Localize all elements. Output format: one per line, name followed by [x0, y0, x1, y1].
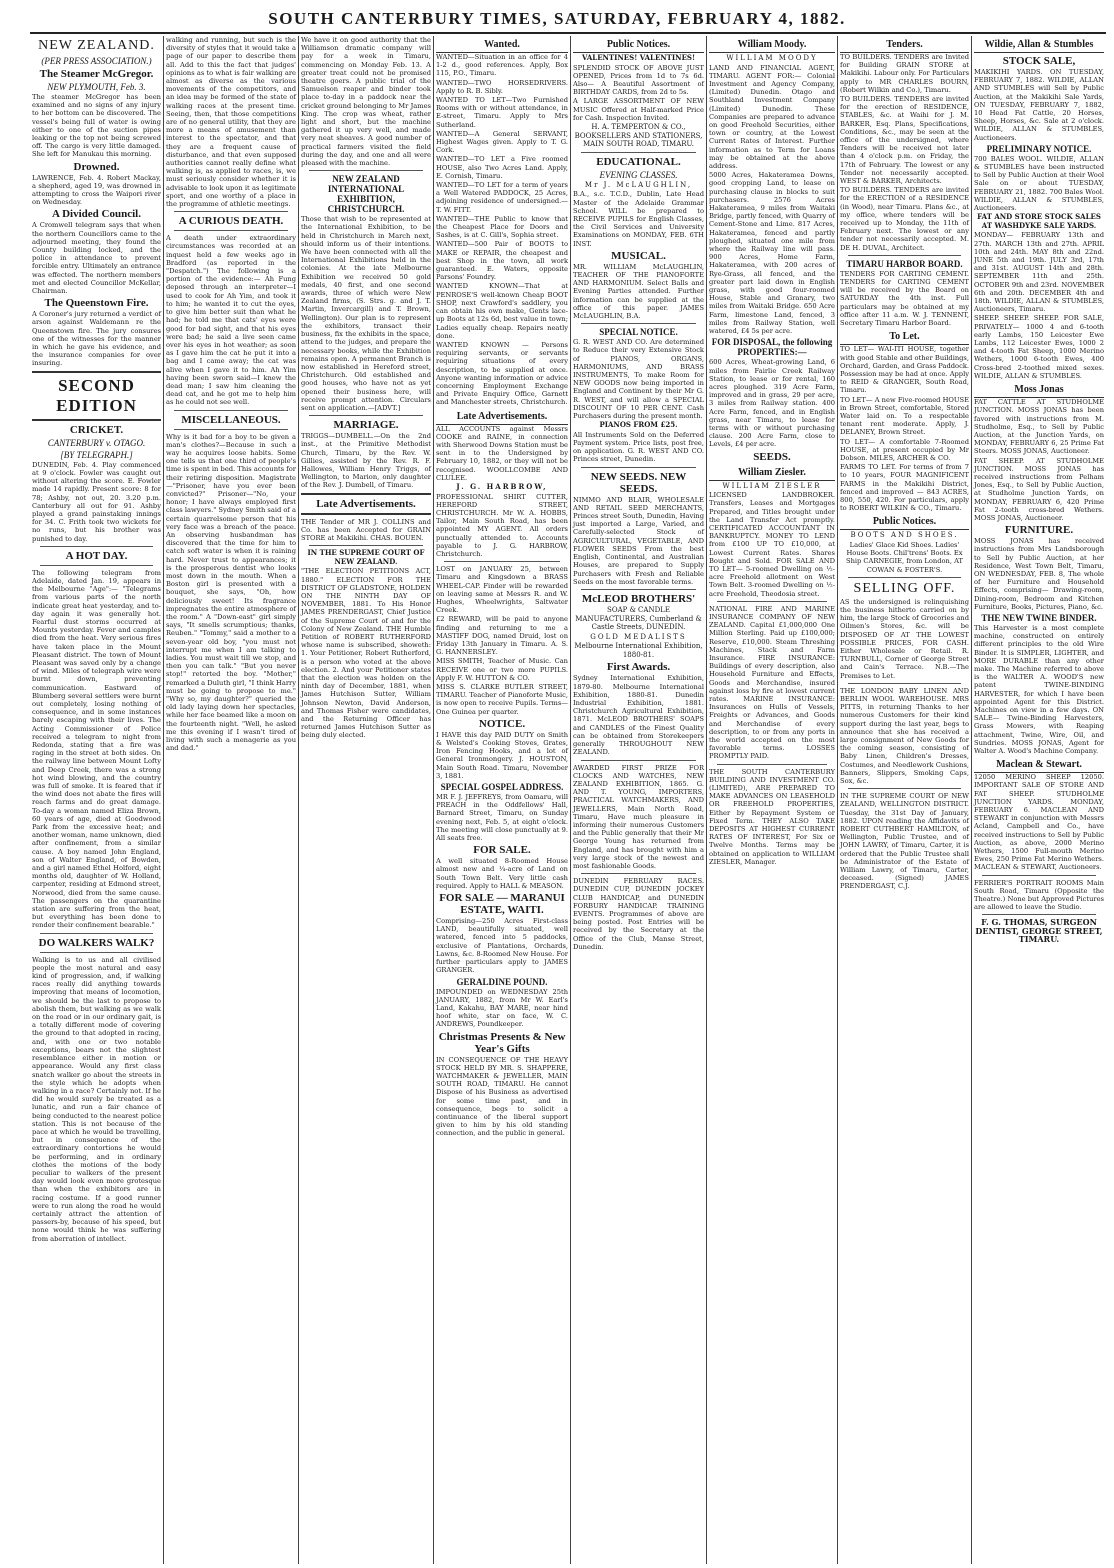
divider	[848, 683, 961, 684]
ad-harbrow: PROFESSIONAL SHIRT CUTTER, HEREFORD STREET, CHRISTCHURCH. Mr W. A. HOBBS, Tailor, Main South Road, has been appointed MY AGENT. All orders punctually attended to. Accounts payable to J. G. HARBROW, Christchurch.	[436, 492, 568, 558]
heading-second-edition: SECOND EDITION	[56, 375, 137, 415]
heading-special-notice: SPECIAL NOTICE.	[599, 327, 678, 338]
ad-wanted-7: WANTED—THE Public to know that the Cheapest Place for Doors and Sashes, is at C. Gill's, Sophia street.	[436, 214, 568, 240]
ad-moody-properties: 600 Acres, Wheat-growing Land, 6 miles from Fairlie Creek Railway Station, to lease or for rental, 160 acres ploughed. 319 Acre Farm, improved and in grass, 29 per acre, 3 miles from Railway station. 400 Acre Farm, fenced, and in English grass, near Timaru, to lease for terms with or without purchasing clause. 200 Acre Farm, close to Levels, £4 per acre.	[709, 358, 835, 449]
article-cricket: DUNEDIN, Feb. 4. Play commenced at 9 o'clock. Fowler was caught out without altering the score. E. Fowler made 14 rapidly. Present score: 8 for 78; Ashby, not out, 20. 3.20 p.m. Canterbury all out for 91. Ashby played a grand painstaking innings for 34. C. Frith took two wickets for no runs, but his brother was punished to day.	[32, 460, 161, 543]
ad-cowan-foster: Ladies' Glace Kid Shoes. Ladies' House Boots. Chil'trens' Boots. Ex Ship CARNEGIE, from London, AT COWAN & FOSTER'S.	[846, 540, 963, 574]
ad-house-for-sale: A well situated 8-Roomed House almost new and ¼-acre of Land on South Town Belt. Very little cash required. Apply to HALL & MEASON.	[436, 857, 568, 890]
heading-curious-death: A CURIOUS DEATH.	[178, 215, 284, 228]
subheading-evening-classes: EVENING CLASSES.	[599, 169, 678, 180]
ad-maranui-estate: Comprising—250 Acres First-class LAND, beautifully situated, well watered, fenced into 5 paddocks, exclusive of Plantations, Orchards, Lawns, &c. 8-Roomed New House. For further particulars apply to JAMES GRANGER.	[436, 917, 568, 975]
ad-turnbull-selling-off: AS the undersigned is relinquishing the business hitherto carried on by him, the large Stock of Grocories and Oilmen's Stores, &c. will be DISPOSED OF AT THE LOWEST POSSIBLE PRICES, FOR CASH. Either Wholesale or Retail. R. TURNBULL, Corner of George Street and Cain's Terrace. N.B.—The Premises to Let.	[840, 597, 969, 680]
ad-moody-agent: LAND AND FINANCIAL AGENT, TIMARU. AGENT FOR:— Colonial Investment and Agency Company, (Limited) Dunedin. Otago and Southland Investment Company (Limited) Dunedin. These Companies are prepared to advance on good Freehold Securities, either town or country, at the Lowest Current Rates of Interest. Further information as to Term for Loans may be obtained at the above address.	[709, 63, 835, 171]
heading-mcleod-brothers: McLEOD BROTHERS'	[581, 592, 696, 605]
divider	[848, 788, 961, 789]
divider	[40, 565, 153, 566]
article-drowned: LAWRENCE, Feb. 4. Robert Mackay, a shepherd, aged 19, was drowned in attempting to cross the Waipori river on Wednesday.	[32, 173, 161, 207]
ad-wool-sale: 700 BALES WOOL. WILDIE, ALLAN & STUMBLES have been instructed to Sell by Public Auction at their Wool Sale on or about TUESDAY, FEBRUARY 21, 1882. 700 Bales Wool. WILDIE, ALLAN & STUMBLES, Auctioneers.	[974, 154, 1104, 213]
heading-for-sale: FOR SALE.	[473, 844, 531, 857]
divider	[982, 875, 1096, 876]
ad-sale-dates: MONDAY— FEBRUARY 13th and 27th. MARCH 13th and 27th. APRIL 10th and 24th. MAY 8th and 22nd. JUNE 5th and 19th. JULY 3rd, 17th and 31st. AUGUST 14th and 28th. SEPTEMBER 11th and 25th. OCTOBER 9th and 23rd. NOVEMBER 6th and 20th. DECEMBER 4th and 18th. WILDIE, ALLAN & STUMBLES, Auctioneers, Timaru.	[974, 231, 1104, 314]
column-8	[971, 36, 1106, 1564]
ad-duty-notice: I HAVE this day PAID DUTY on Smith & Welsted's Cooking Stoves, Grates, Iron Fencing Hooks, and a lot of General Ironmongery. J. HOUSTON, Main South Road. Timaru, November 3, 1881.	[436, 730, 568, 780]
article-mcgregor: The steamer McGregor has been examined and no signs of any injury to her bottom can be discovered. The vessel's being full of water is owing either to one of the suction pipes leaking or the top not being screwed off. The cargo is very little damaged. She left for Manukau this morning.	[32, 93, 161, 159]
divider	[848, 255, 961, 256]
divider	[581, 323, 696, 324]
section-header-wildie-allan-stumbles: Wildie, Allan & Stumbles	[974, 36, 1104, 53]
ad-fat-sheep: FAT SHEEP. AT STUDHOLME JUNCTION. MOSS JONAS has received instructions from Pelham Jones, Esq., to Sell by Public Auction, at Studholme Junction Yards, on MONDAY, FEBRUARY 6, 420 Prime Fat 2-tooth cross-bred Wethers. MOSS JONAS, Auctioneer.	[974, 456, 1104, 522]
ad-washdyke-yards: FAT AND STORE STOCK SALES AT WASHDYKE SALE YARDS.	[977, 212, 1101, 230]
ad-pianos-price: PIANOS FROM £25.	[599, 420, 678, 430]
divider	[581, 589, 696, 590]
ad-gold-medalists-detail: Melbourne International Exhibition, 1880-81.	[574, 642, 703, 659]
heading-stock-sale: STOCK SALE,	[1002, 55, 1076, 67]
ad-wanted-9: WANTED KNOWN—That at PENROSE'S well-known Cheap BOOT SHOP, next Crawford's saddlery, you can obtain his own make, Gents lace-up Boots at 12s 6d, best value in town; Ladies equally cheap. Repairs neatly done.	[436, 282, 568, 340]
divider	[309, 170, 423, 171]
heading-mcgregor: The Steamer McGregor.	[39, 68, 154, 80]
ad-geraldine-pound: IMPOUNDED on WEDNESDAY 25th JANUARY, 1882, from Mr W. Earl's Land, Kakahu, BAY MARE, near hind hoof white, star on face, W. C. ANDREWS, Poundkeeper.	[436, 987, 568, 1029]
heading-harbor-board: TIMARU HARBOR BOARD.	[846, 258, 963, 269]
article-curious-death: A death under extraordinary circumstances was recorded at an inquest held a few weeks ago in Bradford (as reported in the "Despatch.") The following is a portion of the evidence:— Ah Fung deposed through an interpreter—I used to cook for Ah Yim, and took it to him; he wanted it to cut the eyes, to give him better suit than what he had; he told me that cats' eyes were good for bad sight, and that his eyes were bad; he said a live seen came over his eyes in hot weather; as soon as I gave him the cat he put it into a bag and I came away; the cat was alive when I gave it to him. Ah Yim having been sworn said—I knew the dead man; I saw him cleaning the dead cat, and he got me to help him as he could not see well.	[166, 234, 296, 407]
masthead-rule	[30, 32, 1106, 34]
ad-awards-list: Sydney International Exhibition, 1879-80. Melbourne International Exhibition, 1880-81. Dunedin Industrial Exhibition, 1881. Christchurch Agricultural Exhibition, 1871. McLEOD BROTHERS' SOAPS and CANDLES of the Finest Quality can be obtained from Storekeepers generally THROUGHOUT NEW ZEALAND.	[573, 674, 704, 757]
heading-drowned: Drowned.	[73, 160, 120, 173]
ad-twine-binder: This Harvester is a most complete machine, constructed on entirely different principles to the old Wire Binder. It is SIMPLER, LIGHTER, and MORE DURABLE than any other make. The Machine referred to above is the WALTER A. WOOD'S new patent TWINE-BINDING HARVESTER, for which I have been appointed Agent for this District. Machines on view in a few days. ON SALE— Twine-Binding Harvesters, Grass Mowers, with Reaping attachment, Twine, Wire, Oil, and Sundries. MOSS JONAS, Agent for Walter A. Wood's Machine Company.	[974, 623, 1104, 756]
ad-wanted-2: WANTED—TWO HORSEDRIVERS. Apply to R. B. Sibly.	[436, 78, 568, 95]
column-7	[837, 36, 971, 1564]
section-header-william-ziesler: William Ziesler.	[709, 464, 835, 481]
divider	[301, 513, 431, 515]
ad-west-pianos: G. R. WEST AND CO. Are determined to Reduce their very Extensive Stock of PIANOS, ORGANS, HARMONIUMS, AND BRASS INSTRUMENTS, To make Room for NEW GOODS now being imported in England and Continent by their Mr G. R. WEST, and will allow a SPECIAL DISCOUNT OF 10 PER CENT. Cash Purchasers during the present month.	[573, 338, 704, 421]
section-header-william-moody: William Moody.	[709, 36, 835, 53]
section-header-maclean-stewart: Maclean & Stewart.	[974, 756, 1104, 773]
ad-london-baby-linen: THE LONDON BABY LINEN AND BERLIN WOOL WAREHOUSE. MRS PITTS, in returning Thanks to her numerous Customers for their kind support during the last year, begs to announce that she has received a large consignment of New Goods for the coming season, consisting of Baby Linen, Children's Dresses, Costumes, and Needlework Cushions, Banners, Slippers, Smoking Caps, Sox, &c.	[840, 686, 969, 786]
ad-tender-residence-timaru: TO BUILDERS. TENDERS are invited for the ERECTION of a RESIDENCE (in Wood), near Timaru. Plans &c., at my office, where tenders will be received up to Monday, the 11th of February next. The lowest or any tender not necessarily accepted. M. DE H. DUVAL, Architect.	[840, 186, 969, 252]
newspaper-title: SOUTH CANTERBURY TIMES, SATURDAY, FEBRUARY 4, 1882.	[268, 9, 846, 28]
heading-geraldine-pound: GERALDINE POUND.	[456, 976, 548, 987]
dateline-mcgregor: NEW PLYMOUTH, Feb. 3.	[47, 82, 146, 92]
ad-wanted-3: WANTED TO LET—Two Furnished Rooms with or without attendance, in E-street, Timaru. Apply to Mrs Sutherland.	[436, 96, 568, 129]
by-telegraph-label: [BY TELEGRAPH.]	[60, 449, 133, 460]
heading-miscellaneous: MISCELLANEOUS.	[181, 413, 281, 426]
notice-election-petition: "THE ELECTION PETITIONS ACT, 1880." ELECTION FOR THE DISTRICT OF GLADSTONE, HOLDEN ON THE NINTH DAY OF NOVEMBER, 1881. To His Honor JAMES PRENDERGAST, Chief Justice of the Supreme Court of and for the Colony of New Zealand. THE Humble Petition of ROBERT RUTHERFORD whose name is subscribed, showeth: 1. Your Petitioner, Robert Rutherford, is a person who voted at the above election. 2. And your Petitioner states that the election was holden on the ninth day of December, 1881, when James Hutchison Sutter, William Johnson Newton, David Anderson, and Thomas Fisher were candidates, and the Returning Officer has returned James Hutchison Sutter as being duly elected.	[301, 567, 432, 740]
masthead	[0, 0, 1114, 36]
ad-nimmo-blair: NIMMO AND BLAIR, WHOLESALE AND RETAIL SEED MERCHANTS, Princes street South, Dunedin, Having just imported a Large, Varied, and Carefully-selected Stock of AGRICULTURAL, VEGETABLE, AND FLOWER SEEDS From the best English, Continental, and Australian Houses, are prepared to Supply Purchasers with Fresh and Reliable Seeds on the most favorable terms.	[573, 495, 704, 586]
section-header-late-advertisements: Late Advertisements.	[436, 408, 568, 425]
section-header-tenders: Tenders.	[840, 36, 969, 53]
column-1	[30, 36, 163, 1564]
section-header-public-notices: Public Notices.	[840, 513, 969, 530]
cricket-match-title: CANTERBURY v. OTAGO.	[47, 437, 146, 448]
ad-moody-name: WILLIAM MOODY	[726, 54, 818, 62]
page-columns	[30, 36, 1106, 1564]
article-miscellaneous: Why is it bad for a boy to be given a man's clothes?—Because in such a way he acquires loose habits. Some one tells us that one third of people's time is spent in bed. This accounts for their retiring disposition. Magistrate—"Prisoner, have you ever been convicted?" Prisoner—"No, your honor; I have always employed first class lawyers." Sydney Smith said of a certain quarrelsome person that his very face was a breach of the peace. An observing husbandman has discovered that the time for him to catch soft water is when it is raining hard. Never trust to appearances; it is the prosperous dentist who looks most down in the mouth. When a Boston girl is presented with a bouquet, she says, "Oh, how deliciously sweet! Its fragrance impregnates the entire atmosphere of the room." A "Down-east" girl simply says, "It smells scrumptious; thanks, Reuben." "Tommy," said a mother to a seven-year old boy, "you must not interrupt me when I am talking to ladies. You must wait till we stop, and then you can talk." "But you never stop!" retorted the boy. "Mother," remarked a Duluth girl, "I think Harry must be going to propose to me." "Why so, my daughter?" queried the old lady laying down her spectacles, while her face beamed like a moon on the fourteenth night. "Well, he asked me this evening if I wasn't tired of living with such a menagerie as you and dad."	[166, 432, 296, 753]
ad-wanted-10: WANTED KNOWN — Persons requiring servants, or servants requiring situations of every description, to be supplied at once. Anyone wanting information or advice concerning Employment Exchange and Private Enquiry Office, Garnett and Manchester streets, Christchurch.	[436, 340, 568, 407]
ad-tender-accepted: THE Tender of MR J. COLLINS and Co. has been Accepted for GRAIN STORE at Makikihi. CHAS. BOUEN.	[301, 517, 431, 542]
heading-preliminary-notice: PRELIMINARY NOTICE.	[986, 143, 1092, 154]
article-local-news: We have it on good authority that the Williamson dramatic company will pay for a week in Timaru, commencing on Monday Feb. 13. A greater treat could not be promised theatre goers. A public trial of the Samuelson reaper and binder took place to-day in a paddock near the cricket ground belonging to Mr James King. The crop was wheat, rather light and short, but the machine gathered it up very well, and made very neat sheaves. A good number of practical farmers visited the field during the day, and one and all were pleased with the machine.	[301, 36, 431, 168]
heading-first-awards: First Awards.	[606, 661, 671, 674]
article-walkers: Walking is to us and all civilised people the most natural and easy kind of progression, and, if walking races really did anything towards improving that means of locomotion, we should be the last to propose to abolish them, but walking as we walk on the road or in our ordinary gait, is a totally different mode of covering the ground to that adopted in racing, and, with one or two notable exceptions, bears not the slightest resemblance either in motion or appearance. Would any first class snatch walker go about the streets in the style which he adopts when walking in a race? Certainly not. If he did he would surely be treated as a lunatic, and run a fair chance of being conducted to the nearest police station. This is not because of the pace at which he would be travelling, but in consequence of the extraordinary contortions he would be performing, and in ordinary clothes the motions of the body peculiar to walkers of the present day would look even more grotesque than when the exhibitors are in racing costume. If a good runner were to run along the road he would certainly attract the attention of passers-by, because of his speed, but none would think he was suffering from aberration of intellect.	[32, 955, 161, 1243]
divider	[581, 873, 696, 874]
article-walking-continued: walking and running, but such is the diversity of styles that it would take a page of our paper to describe them all. Add to this the fact that judges' opinions as to what is fair walking are almost as diverse as the various movements of the competitors, and an idea may be formed of the state of walking races at the present time. Seeing, then, that those competitions are of no general utility, that they are more a means of amusement than interest to the spectator, and that they are a frequent cause of disturbance, and that even supposed authorities cannot really define what walking is, as applied to races, is, we must seriously consider whether it is advisable to look upon it as legitimate sport, and one worthy of a place in the programme of athletic meetings.	[166, 36, 296, 209]
heading-furniture: FURNITURE.	[1004, 524, 1074, 537]
column-2	[163, 36, 298, 1564]
heading-notice: NOTICE.	[478, 717, 526, 730]
ad-merino-sheep-sale: 12050 MERINO SHEEP 12050. IMPORTANT SALE OF STORE AND FAT SHEEP. STUDHOLME JUNCTION YARDS. MONDAY, FEBRUARY 6. MACLEAN AND STEWART in conjunction with Messrs Acland, Campbell and Co., have received instructions to Sell by Public Auction, as above, 2000 Merino Wethers, 1500 Full-mouth Merino Ewes, 250 Prime Fat Merino Wethers. MACLEAN & STEWART, Auctioneers.	[974, 773, 1104, 872]
ad-west-deferred: All Instruments Sold on the Deferred Payment system. Price lists, post free, on application. G. R. WEST AND CO. Princes street, Dunedin.	[573, 430, 704, 464]
section-header-wanted: Wanted.	[436, 36, 568, 53]
divider	[32, 371, 161, 373]
ad-harbrow-name: J. G. HARBROW,	[456, 481, 548, 491]
ad-temperton: H. A. TEMPERTON & CO., BOOKSELLERS AND STATIONERS, MAIN SOUTH ROAD, TIMARU.	[574, 123, 703, 149]
heading-maranui-estate: FOR SALE — MARANUI ESTATE, WAITI.	[439, 892, 565, 917]
ad-valentines: VALENTINES! VALENTINES!	[581, 53, 696, 62]
divider	[174, 211, 288, 212]
heading-cricket: CRICKET.	[69, 423, 124, 436]
ad-gospel-address: MR F. J. JEFFREYS, from Oamaru, will PREACH in the Oddfellows' Hall, Barnard Street, Timaru, on Sunday evening next, Feb. 5, at eight o'clock. The meeting will close punctually at 9. All seats free.	[436, 793, 568, 843]
divider	[174, 429, 288, 430]
ad-dunedin-races: DUNEDIN FEBRUARY RACES. DUNEDIN CUP, DUNEDIN JOCKEY CLUB HANDICAP, and DUNEDIN FORBURY HANDICAP. TRAINING EVENTS. Programmes of above are being posted. Post Entries will be received by the Secretary at the Office of the Club, Manse Street, Dunedin.	[573, 877, 704, 951]
heading-christmas-presents: Christmas Presents & New Year's Gifts	[438, 1030, 566, 1055]
ad-ziesler-name: WILLIAM ZIESLER	[722, 481, 822, 490]
heading-hot-day: A HOT DAY.	[65, 549, 128, 562]
ad-ferrier-portrait: FERRIER'S PORTRAIT ROOMS Main South Road, Timaru (Opposite the Theatre.) None but Approved Pictures are allowed to leave the Studio.	[974, 878, 1104, 912]
divider	[40, 952, 153, 953]
ad-accounts: ALL ACCOUNTS against Messrs COOKE and RAINE, in connection with Sherwood Downs Station must be sent in to the Undersigned by February 10, 1882, or they will not be recognised. WOOLLCOMBE AND CLULEE.	[436, 424, 568, 482]
ad-young-watchmakers: AWARDED FIRST PRIZE FOR CLOCKS AND WATCHES, NEW ZEALAND EXHIBITION, 1865. G. AND T. YOUNG, IMPORTERS, PRACTICAL WATCHMAKERS, AND JEWELLERS, Main North Road, Timaru, Have much pleasure in informing their numerous Customers and the Public generally that their Mr George Young has returned from England, and has brought with him a very large stock of the newest and most fashionable Goods.	[573, 763, 704, 870]
ad-stock-opened: SPLENDID STOCK OF ABOVE JUST OPENED, Prices from 1d to 7s 6d. Also— A Beautiful Assortment of BIRTHDAY CARDS, from 2d to 5s.	[573, 63, 704, 97]
ad-wanted-1: WANTED—Situation in an office for 4 1-2 d., good references. Apply, Box 115, P.O., Timaru.	[436, 53, 568, 78]
heading-new-seeds: NEW SEEDS. NEW SEEDS.	[590, 470, 687, 495]
divider	[40, 546, 153, 547]
ad-shappere: IN CONSEQUENCE OF THE HEAVY STOCK HELD BY MR. S. SHAPPERE, WATCHMAKER & JEWELLER, MAIN SOUTH ROAD, TIMARU. He cannot Dispose of his Business as advertised for some time past, and in consequence, begs to solicit a continuance of the liberal support given to him by his old standing connection, and the public in general.	[436, 1055, 568, 1138]
article-hot-day: The following telegram from Adelaide, dated Jan. 19, appears in the Melbourne "Age":— "Telegrams from various parts of the north indicate great heat yesterday, and to-day again it was generally hot. Fearful dust storms occurred at Mounts yesterday. Fever and camples died from the heat. Very serious fires have taken place in the Mount Pleasant district. The town of Mount Pleasant was saved only by a change of wind. Miles of telegraph wire were burnt down, preventing communication. Eastward of Blumberg several settlers were burnt out completely, losing nothing of consequence, and in some instances barely escaping with their lives. The Acting Commissioner of Police received a telegram to night from Redonda, stating that a fire was raging in the street at both sides. On the railway line between Mount Lofty and Deep Creek, there was a strong hot wind blowing, and the country was full of smoke. It is feared that if the wind does not abate the fires will reach farms and do great damage. To-day a woman named Eliza Brown, 60 years of age, died at Goodwood Park from the excessive heat; and another woman, name unknown, died after confinement, from a similar cause. A boy named John England, son of Walter England, of Bowden, and a girl named Ethel Holford, eight months old, daughter of W. Holland, carpenter, residing at Edmond street, Norwood, died from the same cause. The passengers on the quarantine station are suffering from the heat, but everything has been done to render their confinement bearable."	[32, 568, 161, 930]
ad-wanted-5: WANTED—TO LET a Five roomed HOUSE, also Two Acres Land. Apply, E. Cornish, Timaru.	[436, 155, 568, 180]
divider	[40, 933, 153, 934]
divider	[309, 415, 423, 416]
ad-carting-cement: TENDERS FOR CARTING CEMENT. TENDERS for CARTING CEMENT will be received by the Board on SATURDAY the 4th inst. Full particulars may be obtained at my office after 11 a.m. W. J. TENNENT, Secretary Timaru Harbor Board.	[840, 269, 969, 328]
column-5	[570, 36, 706, 1564]
ad-new-music: A LARGE ASSORTMENT OF NEW MUSIC Offered at Half-marked Price for Cash. Inspection Invited.	[573, 97, 704, 122]
heading-twine-binder: THE NEW TWINE BINDER.	[981, 612, 1097, 623]
heading-selling-off: SELLING OFF.	[853, 580, 956, 596]
ad-wanted-8: WANTED—500 Pair of BOOTS to MAKE or REPAIR, the cheapest and best Shop in the town, all work guaranteed. E. Waters, opposite Parsons' Foundry.	[436, 240, 568, 282]
ad-ziesler: LICENSED LANDBROKER. Transfers, Leases and Mortgages Prepared, and Titles brought under the Land Transfer Act promptly. CERTIFICATED ACCOUNTANT IN BANKRUPTCY. MONEY TO LEND from £100 UP TO £10,000, at Lowest Current Rates. Shares Bought and Sold. FOR SALE AND TO LET— 5-roomed Dwelling on ½-acre Freehold allotment on West Town Belt. 3-roomed Dwelling on ½-acre Freehold, Theodosia street.	[709, 491, 835, 598]
notice-marriage: TRIGGS—DUMBELL.—On the 2nd inst., at the Primitive Methodist Church, Timaru, by the Rev. W. Gillies, assisted by the Rev. R. F. Hallowes, William Henry Triggs, of Wellington, to Marion, only daughter of the Rev. J. Dumbell, of Timaru.	[301, 432, 431, 490]
divider	[174, 410, 288, 411]
ad-mclaughlin-name: Mr J. McLAUGHLIN,	[584, 180, 693, 189]
ad-tender-grain-store: TO BUILDERS. TENDERS are Invited for Building GRAIN STORE at Makikihi. Labour only. For Particulars apply to MR CHARLES BOURN, (Robert Wilkin and Co.), Timaru.	[840, 53, 969, 94]
article-exhibition: Those that wish to be represented at the International Exhibition, to be held in Christchurch in March next, should inform us of their intentions. We have been connected with all the International Exhibitions held in the colonies. At the late Melbourne Exhibition we received 50 gold medals, 40 first, and one second awards, three of which were New Zealand firms, (S. Strs. g. and J. T. Martin, Invercargill) and T. Brown, Wellington). Our plan is to represent the exhibitors, transact their business, fix the exhibits in the space, attend to the judges, and prepare the necessary books, while the Exhibition remains open. A permanent Branch is now established in Hereford street, Christchurch. Old established and good houses, who have not as yet opened their business here, will receive prompt attention. Circulars sent on application.—[ADVT.]	[301, 215, 431, 412]
heading-gospel-address: SPECIAL GOSPEL ADDRESS.	[440, 782, 564, 793]
column-3	[298, 36, 433, 1564]
heading-divided-council: A Divided Council.	[52, 208, 141, 221]
section-header-to-let: To Let.	[840, 328, 969, 345]
article-divided-council: A Cromwell telegram says that when the northern Councillors came to the adjourned meeting, they found the County building locked, and the police in attendance to prevent forcible entry. Ultimately an entrance was effected. The northern members met and elected Councillor McKellar, Chairman.	[32, 221, 161, 296]
divider	[848, 577, 961, 578]
divider	[32, 419, 161, 421]
divider	[174, 230, 288, 231]
ad-boots-and-shoes: BOOTS AND SHOES.	[850, 531, 959, 540]
ad-fat-cattle: FAT CATTLE AT STUDHOLME JUNCTION. MOSS JONAS has been favored with instructions from M. Studholme, Esq., to Sell by Public Auction, at the Junction Yards, on MONDAY, FEBRUARY 6, 25 Prime Fat Steers. MOSS JONAS, Auctioneer.	[974, 398, 1104, 456]
ad-wanted-4: WANTED—A General SERVANT, Highest Wages given. Apply to T. G. Cork.	[436, 129, 568, 155]
ad-miss-smith: MISS SMITH, Teacher of Music. Can RECEIVE one or two more PUPILS. Apply F. W. HUTTON & CO.	[436, 657, 568, 682]
ad-sc-building-company: THE SOUTH CANTERBURY BUILDING AND INVESTMENT CO. (LIMITED), ARE PREPARED TO MAKE ADVANCES ON LEASEHOLD OR FREEHOLD PROPERTIES, Either by Repayment System or Fixed Term. THEY ALSO TAKE DEPOSITS AT HIGHEST CURRENT RATES OF INTEREST, For Six or Twelve Months. Terms may be obtained on application to WILLIAM ZIESLER, Manager.	[709, 767, 835, 866]
heading-marriage: MARRIAGE.	[333, 419, 399, 432]
ad-reward: £2 REWARD, will be paid to anyone finding and returning to me a MASTIFF DOG, named Druid, lost on Friday 13th January in Timaru. A. S. G. HANNERSLEY.	[436, 615, 568, 657]
ad-musical: MR. WILLIAM McLAUGHLIN, TEACHER OF THE PIANOFORTE AND HARMONIUM. Select Balls and Evening Parties attended. Further information can be supplied at the office of this paper. JAMES McLAUGHLIN, B.A.	[573, 262, 704, 321]
press-association-label: (PER PRESS ASSOCIATION.)	[41, 56, 152, 66]
heading-queenstown-fire: The Queenstown Fire.	[44, 297, 149, 310]
column-6	[706, 36, 837, 1564]
section-header-moss-jonas: Moss Jonas	[974, 381, 1104, 398]
ad-educational: B.A., s.c. T.C.D., Dublin, Late Head Master of the Adelaide Grammar School. WILL be prepared to RECEIVE PUPILS for English Classes, the Civil Services and University Examinations on MONDAY, FEB. 6TH INST.	[573, 190, 704, 248]
ad-national-insurance: NATIONAL FIRE AND MARINE INSURANCE COMPANY OF NEW ZEALAND. Capital £1,000,000 One Million Sterling. Paid up £100,000; Reserve, £10,000. Steam Threshing Machines, Stack and Farm Insurance. FIRE INSURANCE: Buildings of every description, also Household Furniture and Effects, Goods and Merchandise, insured against loss by fire at lowest current rates. MARINE INSURANCE: Insurances on Hulls of Vessels, Freights or Advances, and Goods and Merchandise of every description, to or from any ports in the world accepted on the most favorable terms. LOSSES PROMPTLY PAID.	[709, 604, 835, 761]
divider	[717, 764, 827, 765]
ad-miss-clarke: MISS S. CLARKE BUTLER STREET, TIMARU. Teacher of Pianoforte Music, is now open to receive Pupils. Terms—One Guinea per quarter.	[436, 683, 568, 716]
divider	[581, 152, 696, 153]
heading-supreme-court: IN THE SUPREME COURT OF NEW ZEALAND.	[307, 548, 425, 566]
ad-to-let-7-roomed: TO LET— A comfortable 7-Roomed HOUSE, at present occupied by Mr Dobson. MILES, ARCHER & CO.	[840, 437, 969, 462]
ad-lost: LOST on JANUARY 25, between Timaru and Kingsdown a BRASS WHEEL-CAP. Finder will be rewarded on leaving same at Messrs R. and W. Hughes, Wheelwrights, Saltwater Creek.	[436, 565, 568, 615]
ad-farms-to-let: FARMS TO LET. For terms of from 7 to 10 years, FOUR MAGNIFICENT FARMS in the Makikihi District, fenced and improved — 843 ACRES, 800, 550, 420. For particulars, apply to ROBERT WILKIN & CO., Timaru.	[840, 463, 969, 513]
ad-sheep-for-sale: SHEEP. SHEEP. SHEEP. FOR SALE, PRIVATELY— 1000 4 and 6-tooth early Lambs, 150 Leicester Ewe Lambs, 112 Leicester Ewes, 1000 2 and 4-tooth Fat Sheep, 1000 Merino Wethers, 1000 6-tooth Ewes, 400 Cross-bred 2-toothed mixed sexes. WILDIE, ALLAN & STUMBLES.	[974, 314, 1104, 380]
heading-educational: EDUCATIONAL.	[596, 155, 681, 168]
ad-makikihi-stock-sale: MAKIKIHI YARDS. ON TUESDAY, FEBRUARY 7, 1882. WILDIE, ALLAN AND STUMBLES will Sell by Public Auction, at the Makikihi Sale Yards, ON TUESDAY, FEBRUARY 7, 1882, 10 Head Fat Cattle, 20 Horses, Sheep, Horses, &c. Sale at 2 o'clock. WILDIE, ALLAN & STUMBLES, Auctioneers.	[974, 68, 1104, 142]
ad-furniture-sale: MOSS JONAS has received instructions from Mrs Landsborough to Sell by Public Auction, at her Residence, West Town Belt, Timaru, ON WEDNESDAY, FEB. 8, The whole of her Furniture and Household Effects, comprising— Drawing-room, Dining-room, Bedroom and Kitchen Furniture, Books, Pictures, Piano, &c.	[974, 537, 1104, 611]
ad-moody-lands: 5000 Acres, Hakateramea Downs, good cropping Land, to lease on purchasing clause in blocks to suit purchasers. 2576 Acres Hakateramea, 9 miles from Waitaki Bridge, partly fenced, with Quarry of Cement-Stone and Lime. 817 Acres, Hakateramea, fenced and partly ploughed, situated one mile from where the Railway line will pass. 900 Acres, Home Farm, Hakateramea, with 200 acres of Rye-Grass, all fenced, and the greater part laid down in English grass, with good four-roomed House, Stable and Granary, two miles from Waitaki Bridge. 650 Acre Farm, limestone Land, fenced, 3 miles from Railway Station, well watered, £4 5s per acre.	[709, 171, 835, 336]
divider	[581, 467, 696, 468]
ad-mcleod-manufacturers: SOAP & CANDLE MANUFACTURERS, Cumberland & Castle Streets, DUNEDIN.	[575, 605, 702, 632]
section-header-public-notices: Public Notices.	[573, 36, 704, 53]
heading-musical: MUSICAL.	[611, 249, 666, 262]
ad-thomas-dentist: F. G. THOMAS, SURGEON DENTIST, GEORGE STREET, TIMARU.	[975, 917, 1103, 944]
ad-wanted-6: WANTED—TO LET for a term of years a Well Watered PADDOCK, 25 Acres, adjoining residence of undersigned.—T. W. FITT.	[436, 181, 568, 214]
heading-for-disposal: FOR DISPOSAL, the following PROPERTIES:—	[711, 337, 833, 358]
ad-to-let-brown-street: TO LET— A new Five-roomed HOUSE in Brown Street, comfortable, Stored Water laid on. To a respectable tenant rent moderate. Apply, J. DELANEY, Brown Street.	[840, 395, 969, 437]
ad-gold-medalists: GOLD MEDALISTS	[590, 632, 687, 641]
heading-exhibition: NEW ZEALAND INTERNATIONAL EXHIBITION, CHRISTCHURCH.	[327, 174, 405, 215]
column-4	[433, 36, 570, 1564]
divider	[444, 561, 560, 562]
notice-supreme-court-wellington: IN THE SUPREME COURT OF NEW ZEALAND, WELLINGTON DISTRICT. Tuesday, the 31st Day of January, 1882. UPON reading the Affidavits of ROBERT CUTHBERT HAMILTON, of Wellington, Public Trustee, and of JOHN LAWRY, of Timaru, Carter, it is ordered that the Public Trustee shall be Administrator of the Estate of William Lawry, of Timaru, Carter, deceased. (Signed) JAMES PRENDERGAST, C.J.	[840, 792, 969, 891]
article-queenstown-fire: A Coroner's jury returned a verdict of arson against Waldemann re the Queenstown fire. The jury consures one of the witnesses for the manner in which he gave his evidence, and the insurance companies for over insuring.	[32, 310, 161, 368]
ad-to-let-waiiti: TO LET— WAI-ITI HOUSE, together with good Stable and other Buildings, Orchard, Garden, and Grass Paddock. Possession may be had at once. Apply to REID & GRANGER, South Road, Timaru.	[840, 345, 969, 395]
divider	[309, 545, 423, 546]
heading-seeds: SEEDS.	[753, 450, 791, 463]
ad-tender-residence-waihi: TO BUILDERS. TENDERS are invited for the erection of RESIDENCE, STABLES, &c. at Waihi for J. M. BARKER, Esq. Plans, Specifications, Conditions, &c., may be seen at the office of the undersigned, where Tenders will be received not later than 4 o'clock p.m. on Friday, the 17th of February. The lowest or any Tender not necessarily accepted. WEST & BARKER, Architects.	[840, 95, 969, 186]
divider	[301, 493, 431, 495]
heading-walkers: DO WALKERS WALK?	[38, 936, 155, 949]
divider	[717, 601, 827, 602]
heading-late-advertisements: Late Advertisements.	[316, 497, 416, 510]
divider	[581, 760, 696, 761]
heading-new-zealand: NEW ZEALAND.	[38, 38, 155, 53]
divider	[982, 914, 1096, 915]
